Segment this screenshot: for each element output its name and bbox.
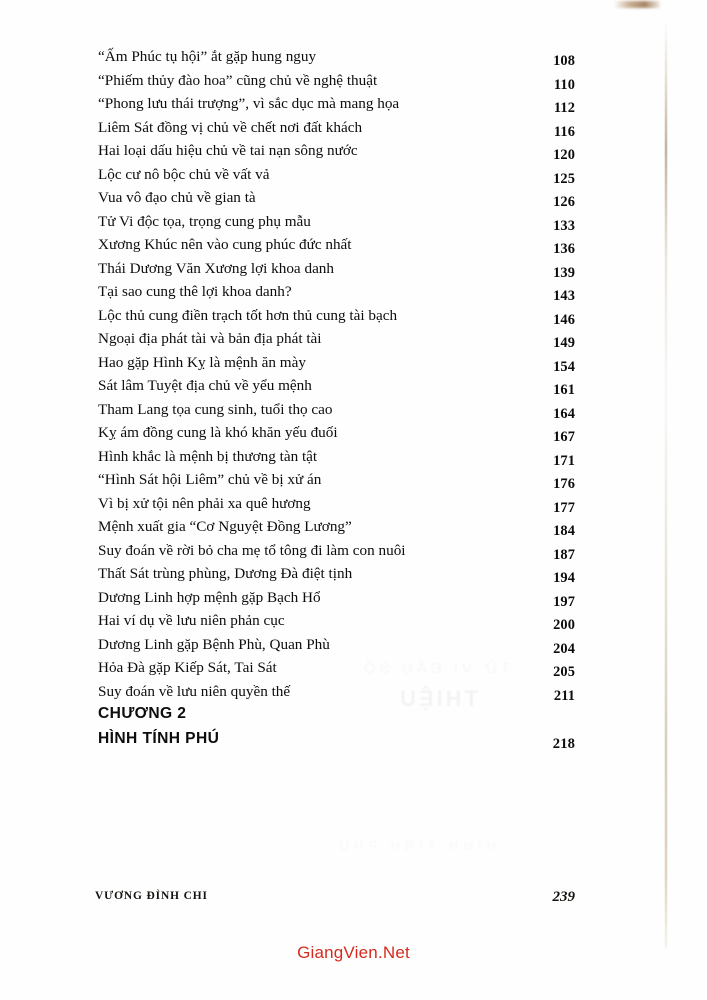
toc-entry-title: Hao gặp Hình Kỵ là mệnh ăn mày — [98, 353, 306, 371]
toc-entry-page-number: 149 — [553, 335, 575, 351]
toc-row[interactable] — [0, 47, 707, 71]
toc-entry-page-number: 184 — [553, 523, 575, 539]
toc-entry-page-number: 146 — [553, 311, 575, 328]
toc-row[interactable] — [0, 188, 707, 212]
table-of-contents — [0, 47, 707, 752]
toc-row[interactable] — [0, 282, 707, 306]
toc-entry-title: Lộc thủ cung điền trạch tốt hơn thủ cung tài bạch — [98, 306, 398, 324]
toc-entry-page-number: 167 — [553, 429, 575, 445]
toc-row[interactable] — [0, 635, 707, 659]
toc-row[interactable] — [0, 259, 707, 283]
toc-entry-page-number: 171 — [553, 452, 575, 469]
toc-entry-page-number: 187 — [553, 546, 575, 563]
toc-entry-title: Dương Linh gặp Bệnh Phù, Quan Phù — [98, 635, 330, 653]
toc-row[interactable] — [0, 517, 707, 541]
toc-row[interactable] — [0, 470, 707, 494]
toc-entry-title: Kỵ ám đồng cung là khó khăn yếu đuối — [98, 424, 338, 441]
toc-row[interactable] — [0, 235, 707, 259]
toc-entry-page-number: 136 — [553, 241, 575, 257]
toc-entry-title: “Hình Sát hội Liêm” chủ về bị xử án — [98, 471, 322, 488]
toc-entry-title: Hỏa Đà gặp Kiếp Sát, Tai Sát — [98, 659, 277, 676]
toc-row[interactable] — [0, 118, 707, 142]
toc-entry-title: Vì bị xử tội nên phải xa quê hương — [98, 494, 311, 512]
toc-entry-page-number: 194 — [553, 570, 575, 586]
toc-row[interactable] — [0, 564, 707, 588]
toc-row[interactable] — [0, 423, 707, 447]
toc-entry-title: Suy đoán về rời bỏ cha mẹ tổ tông đi làm con nuôi — [98, 541, 406, 559]
toc-entry-title: “Phong lưu thái trượng”, vì sắc dục mà mang họa — [98, 95, 400, 112]
toc-row[interactable] — [0, 705, 707, 729]
bleed-through-ghost-tertiary — [236, 838, 496, 858]
toc-entry-page-number: 200 — [553, 617, 575, 633]
site-watermark: GiangVien.Net — [297, 943, 410, 962]
toc-entry-page-number: 177 — [553, 499, 575, 516]
toc-entry-page-number: 143 — [553, 288, 575, 304]
toc-entry-page-number: 110 — [553, 76, 575, 93]
toc-entry-page-number: 204 — [553, 640, 575, 657]
toc-entry-title: “Phiếm thủy đào hoa” cũng chủ về nghệ thuật — [98, 71, 378, 89]
footer-author-name: VƯƠNG ĐÌNH CHI — [95, 890, 208, 902]
toc-entry-page-number: 211 — [553, 687, 575, 704]
toc-row[interactable] — [0, 400, 707, 424]
toc-entry-page-number: 154 — [553, 358, 575, 375]
toc-entry-page-number: 108 — [553, 53, 575, 69]
toc-entry-page-number: 218 — [552, 735, 575, 752]
toc-entry-title: Sát lâm Tuyệt địa chủ về yểu mệnh — [98, 377, 312, 394]
toc-entry-page-number: 126 — [553, 194, 575, 210]
toc-entry-page-number: 112 — [553, 100, 575, 116]
toc-entry-title: Thất Sát trùng phùng, Dương Đà điệt tịnh — [98, 565, 353, 582]
toc-row[interactable] — [0, 71, 707, 95]
toc-entry-page-number: 164 — [553, 405, 575, 422]
toc-row[interactable] — [0, 94, 707, 118]
toc-entry-page-number: 161 — [553, 382, 575, 398]
toc-entry-title: Lộc cư nô bộc chủ về vất vả — [98, 165, 270, 183]
page-folio-number: 239 — [552, 889, 575, 905]
toc-entry-page-number: 125 — [553, 170, 575, 187]
toc-row[interactable] — [0, 658, 707, 682]
toc-entry-title: Hai ví dụ về lưu niên phản cục — [98, 612, 285, 629]
toc-entry-title: Xương Khúc nên vào cung phúc đức nhất — [98, 236, 352, 253]
toc-entry-title: Thái Dương Văn Xương lợi khoa danh — [98, 259, 334, 277]
toc-row[interactable] — [0, 306, 707, 330]
toc-row[interactable] — [0, 212, 707, 236]
toc-entry-title: Dương Linh hợp mệnh gặp Bạch Hổ — [98, 588, 321, 606]
toc-entry-page-number: 176 — [553, 476, 575, 492]
toc-entry-page-number: 205 — [553, 664, 575, 680]
toc-entry-title: Ngoại địa phát tài và bản địa phát tài — [98, 330, 322, 347]
scan-corner-smudge — [614, 1, 660, 8]
toc-entry-title: Vua vô đạo chủ về gian tà — [98, 189, 256, 206]
toc-row[interactable] — [0, 588, 707, 612]
toc-entry-title: Tham Lang tọa cung sinh, tuổi thọ cao — [98, 400, 333, 418]
toc-entry-title: HÌNH TÍNH PHÚ — [98, 729, 220, 747]
toc-entry-title: CHƯƠNG 2 — [98, 705, 187, 722]
toc-row[interactable] — [0, 447, 707, 471]
toc-entry-page-number: 120 — [553, 147, 575, 163]
toc-entry-title: Tại sao cung thê lợi khoa danh? — [98, 283, 292, 300]
toc-row[interactable] — [0, 353, 707, 377]
toc-row[interactable] — [0, 329, 707, 353]
toc-entry-page-number: 197 — [553, 593, 575, 610]
toc-row[interactable] — [0, 729, 707, 753]
toc-row[interactable] — [0, 682, 707, 706]
toc-entry-title: “Ấm Phúc tụ hội” ắt gặp hung nguy — [98, 48, 317, 65]
toc-row[interactable] — [0, 494, 707, 518]
toc-entry-title: Liêm Sát đồng vị chủ về chết nơi đất khách — [98, 118, 363, 136]
toc-row[interactable] — [0, 141, 707, 165]
toc-entry-page-number: 139 — [553, 264, 575, 281]
toc-entry-page-number: 116 — [553, 123, 575, 140]
toc-entry-title: Hai loại dấu hiệu chủ về tai nạn sông nước — [98, 142, 358, 159]
toc-entry-title: Mệnh xuất gia “Cơ Nguyệt Đồng Lương” — [98, 518, 352, 535]
toc-row[interactable] — [0, 376, 707, 400]
toc-row[interactable] — [0, 541, 707, 565]
toc-entry-title: Suy đoán về lưu niên quyền thế — [98, 682, 291, 700]
toc-entry-page-number: 133 — [553, 217, 575, 234]
toc-row[interactable] — [0, 611, 707, 635]
toc-row[interactable] — [0, 165, 707, 189]
toc-entry-title: Tử Vi độc tọa, trọng cung phụ mẫu — [98, 212, 311, 230]
toc-entry-title: Hình khắc là mệnh bị thương tàn tật — [98, 447, 318, 465]
